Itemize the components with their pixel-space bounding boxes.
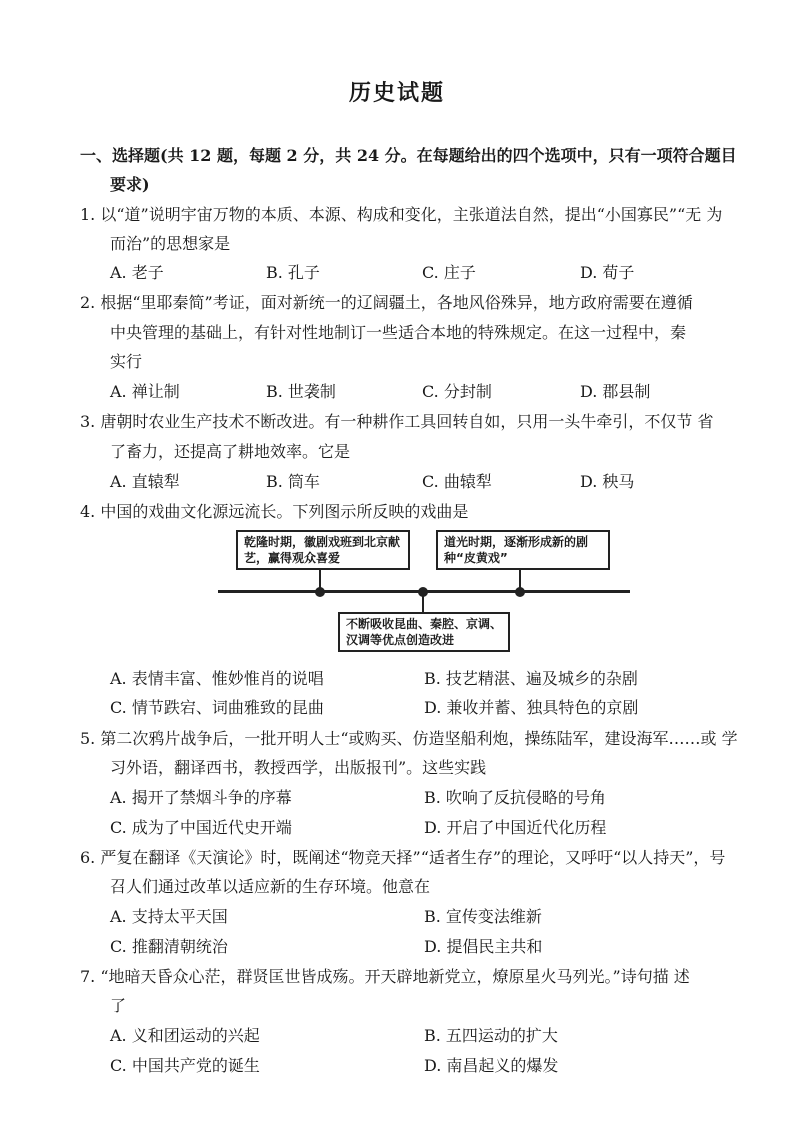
question-1-stem: 而治”的思想家是 [110, 234, 231, 253]
question-4-option-b[interactable]: B. 技艺精湛、遍及城乡的杂剧 [424, 669, 638, 688]
question-1-option-b[interactable]: B. 孔子 [266, 263, 320, 282]
timeline-dot [315, 587, 325, 597]
question-3-option-d[interactable]: D. 秧马 [580, 472, 635, 491]
question-5-option-c[interactable]: C. 成为了中国近代史开端 [110, 818, 292, 837]
question-5-stem: 5. 第二次鸦片战争后，一批开明人士“或购买、仿造坚船利炮，操练陆军，建设海军……或 学 [80, 729, 738, 748]
question-4-option-d[interactable]: D. 兼收并蓄、独具特色的京剧 [424, 698, 639, 717]
question-4-option-c[interactable]: C. 情节跌宕、词曲雅致的昆曲 [110, 698, 324, 717]
question-1-option-a[interactable]: A. 老子 [110, 263, 164, 282]
question-5-stem: 习外语，翻译西书，教授西学，出版报刊”。这些实践 [110, 758, 487, 777]
question-3-option-a[interactable]: A. 直辕犁 [110, 472, 180, 491]
question-2-stem: 2. 根据“里耶秦简”考证，面对新统一的辽阔疆土，各地风俗殊异，地方政府需要在遵循 [80, 293, 693, 312]
opera-timeline-diagram [218, 524, 630, 662]
question-7-stem: 7. “地暗天昏众心茫，群贤匡世皆成殇。开天辟地新党立，燎原星火马列光。”诗句描 述 [80, 967, 690, 986]
question-6-stem: 6. 严复在翻译《天演论》时，既阐述“物竞天择”“适者生存”的理论，又呼吁“以人持天”，号 [80, 848, 726, 867]
question-6-stem: 召人们通过改革以适应新的生存环境。他意在 [110, 877, 431, 896]
question-5-option-a[interactable]: A. 揭开了禁烟斗争的序幕 [110, 788, 292, 807]
question-6-option-b[interactable]: B. 宣传变法维新 [424, 907, 542, 926]
question-1-option-c[interactable]: C. 庄子 [422, 263, 476, 282]
question-6-option-a[interactable]: A. 支持太平天国 [110, 907, 228, 926]
diagram-box-qianlong: 乾隆时期，徽剧戏班到北京献艺，赢得观众喜爱 [236, 530, 410, 570]
question-5-option-d[interactable]: D. 开启了中国近代化历程 [424, 818, 607, 837]
question-2-stem: 中央管理的基础上，有针对性地制订一些适合本地的特殊规定。在这一过程中，秦 [110, 323, 687, 342]
question-3-option-c[interactable]: C. 曲辕犁 [422, 472, 492, 491]
question-2-option-a[interactable]: A. 禅让制 [110, 382, 180, 401]
question-7-option-c[interactable]: C. 中国共产党的诞生 [110, 1056, 260, 1075]
question-7-option-a[interactable]: A. 义和团运动的兴起 [110, 1026, 260, 1045]
question-7-option-d[interactable]: D. 南昌起义的爆发 [424, 1056, 559, 1075]
question-3-option-b[interactable]: B. 筒车 [266, 472, 320, 491]
diagram-connector [422, 594, 424, 612]
question-2-option-d[interactable]: D. 郡县制 [580, 382, 651, 401]
question-2-option-b[interactable]: B. 世袭制 [266, 382, 336, 401]
question-4-option-a[interactable]: A. 表情丰富、惟妙惟肖的说唱 [110, 669, 324, 688]
question-2-option-c[interactable]: C. 分封制 [422, 382, 492, 401]
question-6-option-c[interactable]: C. 推翻清朝统治 [110, 937, 228, 956]
question-2-stem: 实行 [110, 352, 143, 371]
question-6-option-d[interactable]: D. 提倡民主共和 [424, 937, 543, 956]
question-1-option-d[interactable]: D. 荀子 [580, 263, 635, 282]
question-5-option-b[interactable]: B. 吹响了反抗侵略的号角 [424, 788, 606, 807]
question-3-stem: 了畜力，还提高了耕地效率。它是 [110, 442, 351, 461]
page-title: 历史试题 [348, 80, 445, 106]
section-heading: 一、选择题(共 12 题，每题 2 分，共 24 分。在每题给出的四个选项中，只有一项符合题目 [80, 146, 737, 165]
question-7-option-b[interactable]: B. 五四运动的扩大 [424, 1026, 558, 1045]
section-heading-cont: 要求) [110, 175, 150, 194]
question-1-stem: 1. 以“道”说明宇宙万物的本质、本源、构成和变化，主张道法自然，提出“小国寡民”“无 为 [80, 205, 723, 224]
diagram-box-absorb: 不断吸收昆曲、秦腔、京调、汉调等优点创造改进 [338, 612, 510, 652]
diagram-box-daoguang: 道光时期，逐渐形成新的剧种“皮黄戏” [436, 530, 610, 570]
question-4-stem: 4. 中国的戏曲文化源远流长。下列图示所反映的戏曲是 [80, 502, 469, 521]
question-3-stem: 3. 唐朝时农业生产技术不断改进。有一种耕作工具回转自如，只用一头牛牵引，不仅节 省 [80, 412, 714, 431]
timeline-dot [515, 587, 525, 597]
question-7-stem: 了 [110, 996, 127, 1015]
